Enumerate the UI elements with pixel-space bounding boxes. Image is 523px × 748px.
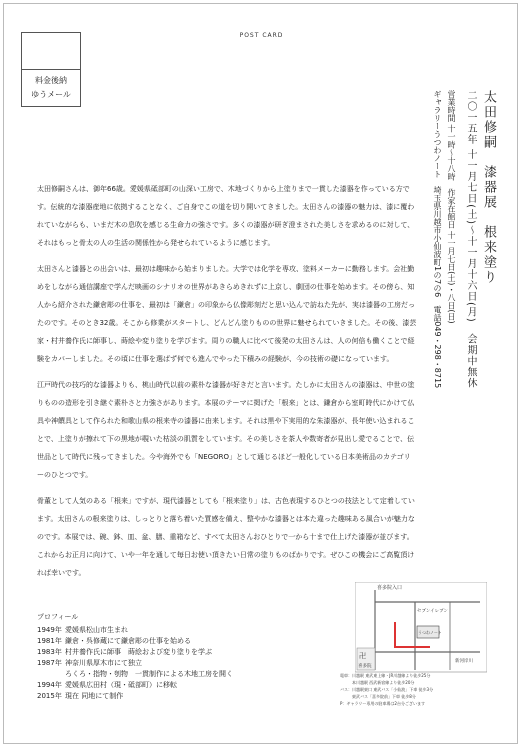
access-line: バス：川越駅東口 東武バス「小仙波」下車 徒歩3分 [340,687,434,692]
map-label-store: セブンイレブン [417,609,448,614]
access-info [340,672,500,707]
profile-row [37,669,233,680]
paragraph-2: 太田さんと漆器との出会いは、最初は趣味から始まりました。大学では化学を専攻、塗料メーカーに勤務します。会社勤めをしながら通信講座で学んだ映画のシナリオの世界があきらめきれずに上京し、劇団の仕事を始めます。その傍ら、知人から紹介された鎌倉彫の仕事を、最初は「鎌倉」の印象から仏像彫刻だと思い込んで訪ねた先が、実は漆器の工房だったのです。そのとき32歳。そこから修業がスタートし、どんどん塗りものの世界に魅せられていきました。その後、漆芸家・村井養作氏に師事し、蒔絵や変り塗りを学びます。周りの職人に比べて後発の太田さんは、人の何倍も働くことで経験をカバーしました。その頃に仕事を選ばず何でも進んでやった下積みの経験が、今の技術の礎になっています。 [37,265,417,363]
paragraph-1: 太田修嗣さんは、御年66歳。愛媛県砥部町の山深い工房で、木地づくりから上塗りまで一貫した漆器を作っている方です。伝統的な漆器産地に依拠することなく、ご自身でこの道を切り開いてきました。太田さんの漆器の魅力は、漆に覆われていながらも、いまだ木の息吹を感じる生命力の強さです。多くの漆器が研ぎ澄まされた美しさを求めるのに対して、それはもっと骨太の人の生活の関係性から発せられているように感じます。 [37,185,415,247]
profile-text: 愛媛県広田村（現・砥部町）に移転 [65,681,177,689]
profile-title: プロフィール [37,613,79,621]
profile-row [37,680,233,691]
profile-row [37,636,233,647]
access-line: P：ギャラリー専用の駐車場は2台分ございます [340,701,425,706]
access-line: 東武バス「喜多院前」下車 徒歩8分 [340,694,416,699]
map-label-top: 喜多院入口 [377,585,403,591]
profile-text: 村井養作氏に師事 蒔絵および変り塗りを学ぶ [65,648,212,656]
profile-row [37,691,233,702]
profile-row [37,647,233,658]
paragraph-4: 骨董として人気のある「根来」ですが、現代漆器としても「根来塗り」は、古色表現するひとつの技法として定着しています。太田さんの根来塗りは、しっとりと落ち着いた質感を備え、整やかな漆器とは本た違った趣味ある風合いが魅力なのです。本展では、碗、鉢、皿、盆、膳、重箱など、すべて太田さんおひとりで一から十まで仕上げた漆器が並びます。これからお正月に向けて、いや一年を通して毎日お使い頂きたい日常の塗りものばかりです。ぜひこの機会にご高覧頂ければ幸いです。 [37,497,415,577]
exhibition-dates: 二〇一五年 十一月七日(土)～十一月十六日(月) 会期中無休 [465,90,476,389]
profile-text: 愛媛県松山市生まれ [65,626,128,634]
map-label-gallery: うつわノート [418,630,442,635]
profile-table [37,625,233,702]
profile-year: 1949年 [37,626,62,634]
stamp-text-2: ゆうメール [31,90,71,99]
map-label-river: 新河岸川 [455,659,473,664]
main-text [37,180,417,590]
profile-row [37,625,233,636]
profile-year [37,669,65,680]
profile-year: 1983年 [37,648,62,656]
profile-year: 2015年 [37,692,62,700]
profile-text: 神奈川県厚木市にて独立 [65,659,142,667]
opening-hours: 営業時間 十一時～十八時 作家在館日 十一月七日(土)・八日(日) [447,90,456,324]
profile-text: 鎌倉・呉修蔵にて鎌倉彫の仕事を始める [65,637,191,645]
profile-year: 1981年 [37,637,62,645]
access-line: 電車：川越駅 東武東上線・JR川越線より徒歩25分 [340,673,431,678]
map-label-kita: 喜多院 [358,664,372,669]
map-temple-symbol: 卍 [359,652,366,660]
profile-text: ろくろ・指物・刳物 一貫制作による木地工房を開く [65,670,233,678]
gallery-address: ギャラリーうつわノート 埼玉県川越市小仙波町1の7の6 電話049・298・8715 [433,90,442,389]
profile-row [37,658,233,669]
paragraph-3: 江戸時代の技巧的な漆器よりも、桃山時代以前の素朴な漆器が好きだと言います。たしかに太田さんの漆器は、中世の塗りものの造形を引き継ぐ素朴さと力強さがあります。本展のテーマに掲げた「根来」とは、鎌倉から室町時代にかけて仏具や神饌具として作られた和歌山県の根来寺の漆器に由来します。それは黒や下実用的な朱漆器が、長年使い込まれることで、上塗りが擦れて下の黒地が覗いた枯淡の肌質をしています。その美しさを茶人や数寄者が見出し愛でることで、伝世品として時代に残ってきました。今や海外でも「NEGORO」として通じるほど一般化している日本美術品のカテゴリーのひとつです。 [37,381,415,479]
exhibition-title: 太田修嗣 漆器展 根来塗り [481,90,496,285]
access-line: 本川越駅 西武新宿線より徒歩20分 [340,680,415,685]
profile-section [37,612,387,702]
postage-stamp-box [21,32,81,107]
profile-text: 現在 同地にて制作 [65,692,124,700]
postcard-label: POST CARD [239,32,284,39]
stamp-upper-area [22,33,80,70]
stamp-text-1: 料金後納 [35,76,67,85]
profile-year: 1987年 [37,659,62,667]
profile-year: 1994年 [37,681,62,689]
